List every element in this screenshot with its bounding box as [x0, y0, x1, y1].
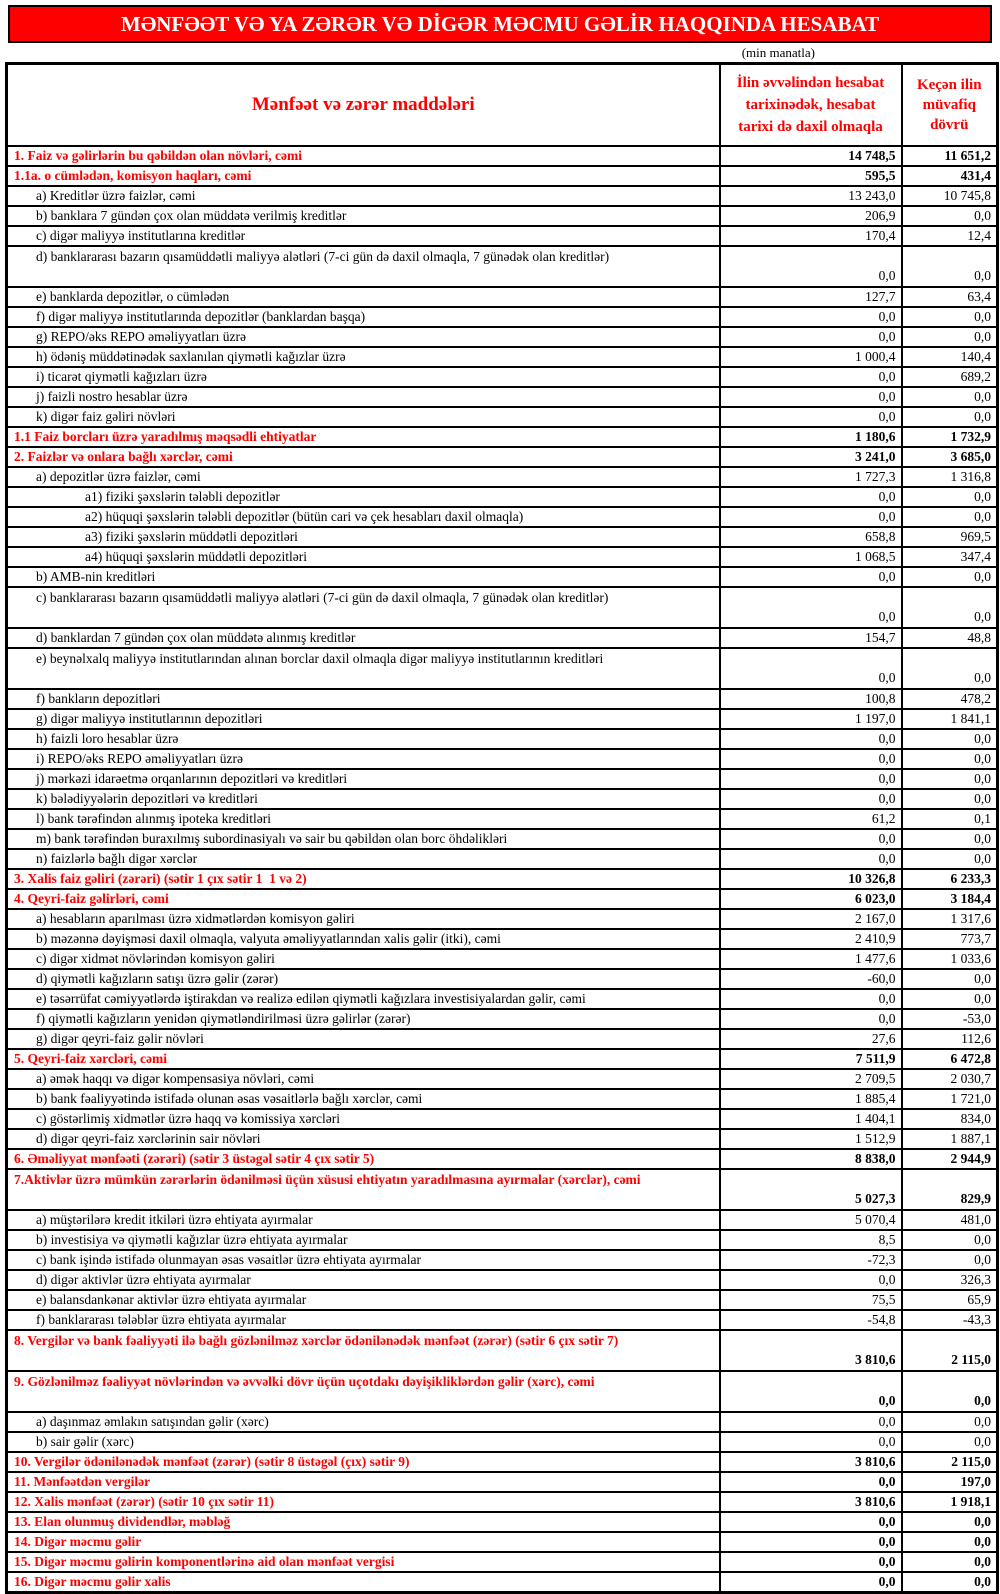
- value-current-period: 10 326,8: [720, 869, 902, 889]
- row-label: 13. Elan olunmuş dividendlər, məbləğ: [7, 1512, 720, 1532]
- value-current-period: 1 197,0: [720, 709, 902, 729]
- value-previous-period: 1 918,1: [902, 1492, 998, 1512]
- value-current-period: 206,9: [720, 206, 902, 226]
- row-label: a1) fiziki şəxslərin tələbli depozitlər: [7, 487, 720, 507]
- row-label: d) banklardan 7 gündən çox olan müddətə alınmış kreditlər: [7, 628, 720, 648]
- table-row: [7, 1210, 998, 1230]
- value-current-period: -54,8: [720, 1310, 902, 1330]
- value-previous-period: 6 472,8: [902, 1049, 998, 1069]
- table-row: [7, 809, 998, 829]
- table-row: [7, 689, 998, 709]
- table-row: [7, 587, 998, 628]
- col-header-items: Mənfəət və zərər maddələri: [7, 64, 720, 146]
- report-title: MƏNFƏƏT VƏ YA ZƏRƏR VƏ DİGƏR MƏCMU GƏLİR HAQQINDA HESABAT: [120, 11, 880, 36]
- value-previous-period: 0,0: [902, 1412, 998, 1432]
- table-row: [7, 1512, 998, 1532]
- value-current-period: 75,5: [720, 1290, 902, 1310]
- table-row: [7, 1432, 998, 1452]
- value-current-period: 170,4: [720, 226, 902, 246]
- value-previous-period: 140,4: [902, 347, 998, 367]
- row-label: 6. Əməliyyat mənfəəti (zərəri) (sətir 3 üstəgəl sətir 4 çıx sətir 5): [7, 1149, 720, 1169]
- table-row: [7, 246, 998, 287]
- value-previous-period: 48,8: [902, 628, 998, 648]
- value-current-period: 127,7: [720, 287, 902, 307]
- table-row: [7, 1069, 998, 1089]
- row-label: a) müştərilərə kredit itkiləri üzrə ehtiyata ayırmalar: [7, 1210, 720, 1230]
- value-current-period: 7 511,9: [720, 1049, 902, 1069]
- value-previous-period: 0,0: [902, 507, 998, 527]
- row-label: a) Kreditlər üzrə faizlər, cəmi: [7, 186, 720, 206]
- row-label: g) REPO/əks REPO əməliyyatları üzrə: [7, 327, 720, 347]
- row-label: i) ticarət qiymətli kağızları üzrə: [7, 367, 720, 387]
- row-label: b) bank fəaliyyətində istifadə olunan əsas vəsaitlərlə bağlı xərclər, cəmi: [7, 1089, 720, 1109]
- table-row: [7, 1029, 998, 1049]
- value-current-period: 154,7: [720, 628, 902, 648]
- row-label: 11. Mənfəətdən vergilər: [7, 1472, 720, 1492]
- value-current-period: 3 810,6: [720, 1492, 902, 1512]
- row-label: m) bank tərəfindən buraxılmış subordinasiyalı və sair bu qəbildən olan borc öhdəlikləri: [7, 829, 720, 849]
- value-previous-period: 6 233,3: [902, 869, 998, 889]
- table-row: [7, 909, 998, 929]
- row-label: g) digər qeyri-faiz gəlir növləri: [7, 1029, 720, 1049]
- row-label: d) banklararası bazarın qısamüddətli maliyyə alətləri (7-ci gün də daxil olmaqla, 7 günədək olan kreditlər): [7, 246, 720, 287]
- row-label: c) göstərlimiş xidmətlər üzrə haqq və komissiya xərcləri: [7, 1109, 720, 1129]
- row-label: 15. Digər məcmu gəlirin komponentlərinə aid olan mənfəət vergisi: [7, 1552, 720, 1572]
- value-current-period: 0,0: [720, 367, 902, 387]
- table-row: [7, 487, 998, 507]
- value-previous-period: 112,6: [902, 1029, 998, 1049]
- value-current-period: 0,0: [720, 648, 902, 689]
- value-current-period: 0,0: [720, 1371, 902, 1412]
- value-previous-period: 0,0: [902, 246, 998, 287]
- value-previous-period: 1 841,1: [902, 709, 998, 729]
- value-current-period: -60,0: [720, 969, 902, 989]
- table-row: [7, 447, 998, 467]
- table-row: [7, 709, 998, 729]
- value-current-period: 0,0: [720, 1512, 902, 1532]
- table-row: [7, 989, 998, 1009]
- value-previous-period: 197,0: [902, 1472, 998, 1492]
- row-label: n) faizlərlə bağlı digər xərclər: [7, 849, 720, 869]
- value-previous-period: 829,9: [902, 1169, 998, 1210]
- value-previous-period: 1 721,0: [902, 1089, 998, 1109]
- table-row: [7, 1371, 998, 1412]
- value-previous-period: 1 887,1: [902, 1129, 998, 1149]
- value-previous-period: 10 745,8: [902, 186, 998, 206]
- row-label: e) banklarda depozitlər, o cümlədən: [7, 287, 720, 307]
- table-row: [7, 1552, 998, 1572]
- value-previous-period: 0,0: [902, 1532, 998, 1552]
- value-previous-period: 0,0: [902, 729, 998, 749]
- report-title-banner: [8, 5, 992, 43]
- value-previous-period: 0,0: [902, 849, 998, 869]
- value-previous-period: 481,0: [902, 1210, 998, 1230]
- report-table-body: [7, 146, 998, 1593]
- value-current-period: 1 727,3: [720, 467, 902, 487]
- table-row: [7, 648, 998, 689]
- row-label: i) REPO/əks REPO əməliyyatları üzrə: [7, 749, 720, 769]
- value-current-period: 1 477,6: [720, 949, 902, 969]
- value-previous-period: 65,9: [902, 1290, 998, 1310]
- table-row: [7, 749, 998, 769]
- value-current-period: 0,0: [720, 387, 902, 407]
- value-current-period: 2 709,5: [720, 1069, 902, 1089]
- table-row: [7, 1049, 998, 1069]
- value-current-period: 0,0: [720, 789, 902, 809]
- value-current-period: 0,0: [720, 849, 902, 869]
- value-current-period: 0,0: [720, 1270, 902, 1290]
- value-previous-period: 0,0: [902, 307, 998, 327]
- table-row: [7, 427, 998, 447]
- row-label: e) beynəlxalq maliyyə institutlarından alınan borclar daxil olmaqla digər maliyyə institutlarının kreditləri: [7, 648, 720, 689]
- value-previous-period: 0,1: [902, 809, 998, 829]
- value-previous-period: 969,5: [902, 527, 998, 547]
- value-previous-period: 2 030,7: [902, 1069, 998, 1089]
- row-label: 7.Aktivlər üzrə mümkün zərərlərin ödənilməsi üçün xüsusi ehtiyatın yaradılmasına ayırmalar (xərclər), cəmi: [7, 1169, 720, 1210]
- table-row: [7, 729, 998, 749]
- row-label: c) digər maliyyə institutlarına kreditlər: [7, 226, 720, 246]
- value-previous-period: 2 115,0: [902, 1330, 998, 1371]
- value-current-period: 6 023,0: [720, 889, 902, 909]
- value-current-period: 0,0: [720, 729, 902, 749]
- table-row: [7, 829, 998, 849]
- table-row: [7, 166, 998, 186]
- value-current-period: 0,0: [720, 246, 902, 287]
- value-current-period: 14 748,5: [720, 146, 902, 166]
- row-label: e) balansdankənar aktivlər üzrə ehtiyata ayırmalar: [7, 1290, 720, 1310]
- table-header-row: [7, 64, 998, 146]
- value-current-period: 0,0: [720, 1472, 902, 1492]
- value-previous-period: 0,0: [902, 749, 998, 769]
- value-previous-period: 0,0: [902, 206, 998, 226]
- row-label: c) digər xidmət növlərindən komisyon gəliri: [7, 949, 720, 969]
- value-previous-period: 0,0: [902, 1230, 998, 1250]
- value-previous-period: 0,0: [902, 1432, 998, 1452]
- table-row: [7, 1230, 998, 1250]
- value-previous-period: 0,0: [902, 1371, 998, 1412]
- table-row: [7, 628, 998, 648]
- table-row: [7, 929, 998, 949]
- value-current-period: 1 068,5: [720, 547, 902, 567]
- table-row: [7, 1109, 998, 1129]
- value-previous-period: 0,0: [902, 1572, 998, 1593]
- value-current-period: 0,0: [720, 1432, 902, 1452]
- table-row: [7, 1250, 998, 1270]
- row-label: f) digər maliyyə institutlarında depozitlər (banklardan başqa): [7, 307, 720, 327]
- value-current-period: 2 167,0: [720, 909, 902, 929]
- row-label: f) banklararası tələblər üzrə ehtiyata ayırmalar: [7, 1310, 720, 1330]
- value-previous-period: 689,2: [902, 367, 998, 387]
- value-current-period: 8 838,0: [720, 1149, 902, 1169]
- row-label: e) təsərrüfat cəmiyyətlərdə iştirakdan və realizə edilən qiymətli kağızlara investisiyalardan gəlir, cəmi: [7, 989, 720, 1009]
- row-label: l) bank tərəfindən alınmış ipoteka kreditləri: [7, 809, 720, 829]
- row-label: 1. Faiz və gəlirlərin bu qəbildən olan növləri, cəmi: [7, 146, 720, 166]
- value-current-period: -72,3: [720, 1250, 902, 1270]
- row-label: f) bankların depozitləri: [7, 689, 720, 709]
- row-label: a2) hüquqi şəxslərin tələbli depozitlər (bütün cari və çek hesabları daxil olmaqla): [7, 507, 720, 527]
- row-label: c) banklararası bazarın qısamüddətli maliyyə alətləri (7-ci gün də daxil olmaqla, 7 günədək olan kreditlər): [7, 587, 720, 628]
- table-row: [7, 307, 998, 327]
- table-row: [7, 206, 998, 226]
- row-label: j) mərkəzi idarəetmə orqanlarının depozitləri və kreditləri: [7, 769, 720, 789]
- row-label: 16. Digər məcmu gəlir xalis: [7, 1572, 720, 1593]
- table-row: [7, 1129, 998, 1149]
- table-row: [7, 1572, 998, 1593]
- table-row: [7, 226, 998, 246]
- value-previous-period: 0,0: [902, 407, 998, 427]
- value-current-period: 0,0: [720, 1532, 902, 1552]
- value-previous-period: 326,3: [902, 1270, 998, 1290]
- row-label: 5. Qeyri-faiz xərcləri, cəmi: [7, 1049, 720, 1069]
- value-current-period: 0,0: [720, 989, 902, 1009]
- row-label: 4. Qeyri-faiz gəlirləri, cəmi: [7, 889, 720, 909]
- units-note: (min manatla): [741, 45, 815, 60]
- value-previous-period: 0,0: [902, 769, 998, 789]
- table-row: [7, 1472, 998, 1492]
- table-row: [7, 769, 998, 789]
- value-previous-period: 3 685,0: [902, 447, 998, 467]
- table-row: [7, 789, 998, 809]
- value-previous-period: 0,0: [902, 1250, 998, 1270]
- value-previous-period: 0,0: [902, 829, 998, 849]
- value-current-period: 1 885,4: [720, 1089, 902, 1109]
- value-current-period: 5 027,3: [720, 1169, 902, 1210]
- row-label: 10. Vergilər ödənilənədək mənfəət (zərər) (sətir 8 üstəgəl (çıx) sətir 9): [7, 1452, 720, 1472]
- row-label: 1.1a. o cümlədən, komisyon haqları, cəmi: [7, 166, 720, 186]
- row-label: a) hesabların aparılması üzrə xidmətlərdən komisyon gəliri: [7, 909, 720, 929]
- table-row: [7, 969, 998, 989]
- value-previous-period: 773,7: [902, 929, 998, 949]
- row-label: a4) hüquqi şəxslərin müddətli depozitləri: [7, 547, 720, 567]
- col-header-previous-period: Keçən ilin müvafiq dövrü: [902, 64, 998, 146]
- value-previous-period: 0,0: [902, 648, 998, 689]
- row-label: c) bank işində istifadə olunmayan əsas vəsaitlər üzrə ehtiyata ayırmalar: [7, 1250, 720, 1270]
- col-header-current-period: İlin əvvəlindən hesabat tarixinədək, hesabat tarixi də daxil olmaqla: [720, 64, 902, 146]
- value-current-period: 8,5: [720, 1230, 902, 1250]
- row-label: 12. Xalis mənfəət (zərər) (sətir 10 çıx sətir 11): [7, 1492, 720, 1512]
- value-current-period: 1 404,1: [720, 1109, 902, 1129]
- value-current-period: 0,0: [720, 1009, 902, 1029]
- table-row: [7, 567, 998, 587]
- value-current-period: 27,6: [720, 1029, 902, 1049]
- value-previous-period: 1 317,6: [902, 909, 998, 929]
- value-current-period: 0,0: [720, 1412, 902, 1432]
- row-label: j) faizli nostro hesablar üzrə: [7, 387, 720, 407]
- value-current-period: 0,0: [720, 587, 902, 628]
- value-previous-period: 0,0: [902, 789, 998, 809]
- row-label: k) bələdiyyələrin depozitləri və kreditləri: [7, 789, 720, 809]
- row-label: d) qiymətli kağızların satışı üzrə gəlir (zərər): [7, 969, 720, 989]
- row-label: b) banklara 7 gündən çox olan müddətə verilmiş kreditlər: [7, 206, 720, 226]
- row-label: b) məzənnə dəyişməsi daxil olmaqla, valyuta əməliyyatlarından xalis gəlir (itki), cəmi: [7, 929, 720, 949]
- table-row: [7, 527, 998, 547]
- value-previous-period: 12,4: [902, 226, 998, 246]
- table-row: [7, 1532, 998, 1552]
- row-label: 3. Xalis faiz gəliri (zərəri) (sətir 1 çıx sətir 1 1 və 2): [7, 869, 720, 889]
- table-row: [7, 367, 998, 387]
- report-table: [5, 62, 999, 1594]
- table-row: [7, 1089, 998, 1109]
- value-previous-period: 0,0: [902, 1552, 998, 1572]
- table-row: [7, 1149, 998, 1169]
- row-label: k) digər faiz gəliri növləri: [7, 407, 720, 427]
- table-row: [7, 1009, 998, 1029]
- row-label: 14. Digər məcmu gəlir: [7, 1532, 720, 1552]
- table-row: [7, 1492, 998, 1512]
- value-current-period: 0,0: [720, 567, 902, 587]
- value-previous-period: 0,0: [902, 387, 998, 407]
- value-previous-period: 0,0: [902, 587, 998, 628]
- row-label: b) sair gəlir (xərc): [7, 1432, 720, 1452]
- row-label: 1.1 Faiz borcları üzrə yaradılmış məqsədli ehtiyatlar: [7, 427, 720, 447]
- table-row: [7, 146, 998, 166]
- value-current-period: 0,0: [720, 307, 902, 327]
- value-previous-period: 834,0: [902, 1109, 998, 1129]
- row-label: 9. Gözlənilməz fəaliyyət növlərindən və əvvəlki dövr üçün uçotdakı dəyişikliklərdən gəlir (xərc), cəmi: [7, 1371, 720, 1412]
- table-row: [7, 407, 998, 427]
- table-row: [7, 1412, 998, 1432]
- table-row: [7, 1270, 998, 1290]
- row-label: g) digər maliyyə institutlarının depozitləri: [7, 709, 720, 729]
- table-row: [7, 387, 998, 407]
- row-label: a) əmək haqqı və digər kompensasiya növləri, cəmi: [7, 1069, 720, 1089]
- row-label: f) qiymətli kağızların yenidən qiymətləndirilməsi üzrə gəlirlər (zərər): [7, 1009, 720, 1029]
- value-current-period: 0,0: [720, 487, 902, 507]
- table-row: [7, 1310, 998, 1330]
- value-previous-period: 3 184,4: [902, 889, 998, 909]
- value-previous-period: 2 944,9: [902, 1149, 998, 1169]
- value-previous-period: 0,0: [902, 1512, 998, 1532]
- table-row: [7, 467, 998, 487]
- table-row: [7, 869, 998, 889]
- value-current-period: 3 810,6: [720, 1330, 902, 1371]
- value-current-period: 0,0: [720, 829, 902, 849]
- row-label: d) digər aktivlər üzrə ehtiyata ayırmalar: [7, 1270, 720, 1290]
- value-current-period: 1 000,4: [720, 347, 902, 367]
- row-label: b) AMB-nin kreditləri: [7, 567, 720, 587]
- table-row: [7, 849, 998, 869]
- value-current-period: 2 410,9: [720, 929, 902, 949]
- value-previous-period: -43,3: [902, 1310, 998, 1330]
- value-previous-period: 0,0: [902, 567, 998, 587]
- value-previous-period: 1 033,6: [902, 949, 998, 969]
- table-row: [7, 547, 998, 567]
- value-previous-period: 2 115,0: [902, 1452, 998, 1472]
- value-previous-period: 1 316,8: [902, 467, 998, 487]
- table-row: [7, 507, 998, 527]
- value-previous-period: 478,2: [902, 689, 998, 709]
- value-previous-period: 0,0: [902, 327, 998, 347]
- table-row: [7, 347, 998, 367]
- value-current-period: 0,0: [720, 327, 902, 347]
- table-row: [7, 287, 998, 307]
- value-previous-period: 1 732,9: [902, 427, 998, 447]
- value-current-period: 0,0: [720, 507, 902, 527]
- row-label: h) faizli loro hesablar üzrə: [7, 729, 720, 749]
- table-row: [7, 1290, 998, 1310]
- row-label: a) daşınmaz əmlakın satışından gəlir (xərc): [7, 1412, 720, 1432]
- table-row: [7, 186, 998, 206]
- table-row: [7, 1452, 998, 1472]
- value-previous-period: 63,4: [902, 287, 998, 307]
- report-page: [0, 5, 1000, 1594]
- value-current-period: 595,5: [720, 166, 902, 186]
- value-current-period: 61,2: [720, 809, 902, 829]
- value-current-period: 3 241,0: [720, 447, 902, 467]
- value-current-period: 100,8: [720, 689, 902, 709]
- value-current-period: 0,0: [720, 407, 902, 427]
- value-current-period: 0,0: [720, 1552, 902, 1572]
- row-label: 2. Faizlər və onlara bağlı xərclər, cəmi: [7, 447, 720, 467]
- value-current-period: 1 180,6: [720, 427, 902, 447]
- value-previous-period: -53,0: [902, 1009, 998, 1029]
- value-current-period: 0,0: [720, 749, 902, 769]
- value-current-period: 0,0: [720, 769, 902, 789]
- table-row: [7, 949, 998, 969]
- value-previous-period: 0,0: [902, 969, 998, 989]
- value-current-period: 3 810,6: [720, 1452, 902, 1472]
- row-label: h) ödəniş müddətinədək saxlanılan qiymətli kağızlar üzrə: [7, 347, 720, 367]
- value-previous-period: 0,0: [902, 989, 998, 1009]
- value-current-period: 13 243,0: [720, 186, 902, 206]
- value-previous-period: 431,4: [902, 166, 998, 186]
- table-row: [7, 327, 998, 347]
- table-row: [7, 1169, 998, 1210]
- value-current-period: 1 512,9: [720, 1129, 902, 1149]
- value-previous-period: 0,0: [902, 487, 998, 507]
- value-current-period: 5 070,4: [720, 1210, 902, 1230]
- row-label: a) depozitlər üzrə faizlər, cəmi: [7, 467, 720, 487]
- table-row: [7, 1330, 998, 1371]
- value-current-period: 0,0: [720, 1572, 902, 1593]
- table-row: [7, 889, 998, 909]
- row-label: a3) fiziki şəxslərin müddətli depozitləri: [7, 527, 720, 547]
- value-previous-period: 11 651,2: [902, 146, 998, 166]
- row-label: d) digər qeyri-faiz xərclərinin sair növləri: [7, 1129, 720, 1149]
- row-label: 8. Vergilər və bank fəaliyyəti ilə bağlı gözlənilməz xərclər ödənilənədək mənfəət (zərər) (sətir 6 çıx sətir 7): [7, 1330, 720, 1371]
- value-current-period: 658,8: [720, 527, 902, 547]
- row-label: b) investisiya və qiymətli kağızlar üzrə ehtiyata ayırmalar: [7, 1230, 720, 1250]
- value-previous-period: 347,4: [902, 547, 998, 567]
